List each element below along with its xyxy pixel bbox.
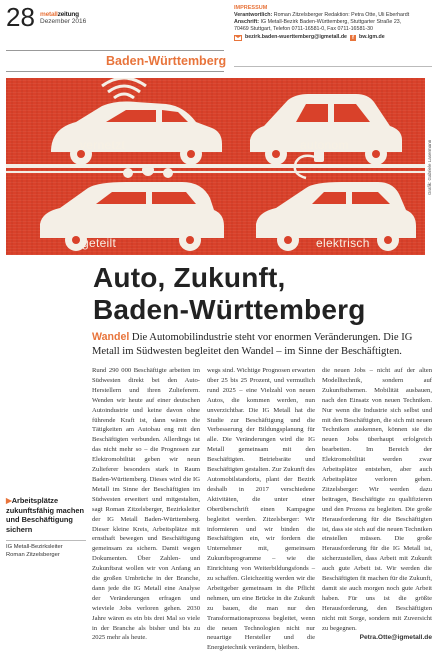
imprint-address: IG Metall-Bezirk Baden-Württemberg, Stuttgarter Straße 23, [260, 19, 402, 25]
quote-attribution: IG Metall-Bezirksleiter Roman Zitzelsberger [6, 540, 86, 559]
label-vernetzt: vernetzt [80, 138, 126, 152]
header-rule-bottom [6, 71, 224, 72]
imprint-heading: IMPRESSUM [234, 5, 268, 11]
magazine-name: metallzeitung [40, 11, 79, 18]
imprint-facebook-link[interactable]: bw.igm.de [359, 34, 385, 40]
shared-car-icon [40, 164, 224, 251]
label-elektrisch: elektrisch [316, 236, 370, 250]
region-title: Baden-Württemberg [106, 54, 227, 68]
pull-quote [6, 496, 86, 559]
quote-triangle-icon: ▶ [6, 496, 12, 505]
imprint-responsible: Roman Zitzelsberger Redaktion: Petra Otte, Uli Eberhardt [273, 12, 410, 18]
imprint-email-link[interactable]: bezirk.baden-wuerttemberg@igmetall.de [245, 34, 348, 40]
label-geteilt: geteilt [82, 236, 117, 250]
author-signature[interactable]: Petra.Otte@igmetall.de [359, 634, 432, 642]
issue-date: Dezember 2016 [40, 18, 87, 25]
article-column-3: die neuen Jobs – nicht auf der alten Modelltechnik, sondern auf Zukunftsthemen. Mobilität ausbauen, nach den Einsatz von neuen Techniken. Nur wenn die Industrie sich selbst und mit den Beschäftigten, die sich mit neuen Techniken auskennen, können sie die neuen Jobs überhaupt erfolgreich bearbeiten. Im Bereich der Elektromobilität werden zwar Arbeitsplätze entstehen, aber auch Arbeitsplätze verloren gehen. Zitzelsberger: Wir werden dazu beitragen, Beschäftigte zu qualifizieren und den Prozess zu begleiten. Die große Herausforderung für die Beschäftigten ist, dass sie sich auf die neuen Techniken einstellen müssen. Die große Herausforderung für die IG Metall ist, sicherzustellen, dass Arbeit mit Zukunft auch gute Arbeit ist. Wir werden die Beschäftigten fit machen für die Zukunft, damit sie auch morgen noch gute Arbeit haben. Für uns ist die größte Herausforderung, den Beschäftigten nicht mit Sorge, sondern mit Zuversicht zu begegnen. Petra.Otte@igmetall.de [322, 367, 432, 642]
facebook-icon: f [350, 35, 356, 41]
email-icon [234, 35, 242, 41]
illustration-credit: Grafik: Gabriele Lasermann [427, 139, 432, 195]
imprint-box: IMPRESSUM Verantwortlich: Roman Zitzelsberger Redaktion: Petra Otte, Uli Eberhardt Anschrift: IG Metall-Bezirk Baden-Württemberg, Stuttgarter Straße 23, 70469 Stuttgart, Telefon 0711-16581-0, Fax 0711-16581-30 bezirk.baden-wuerttemberg@igmetall.de f bw.igm.de [234, 5, 432, 41]
imprint-contact: 70469 Stuttgart, Telefon 0711-16581-0, Fax 0711-16581-30 [234, 26, 373, 32]
article-lead [92, 331, 430, 358]
illustration-artwork [6, 78, 425, 255]
article-column-1: Rund 290 000 Beschäftigte arbeiten im Südwesten direkt bei den Auto-Herstellern und ihren Zulieferern. Wenden wir heute auf einer deutschen Autoindustrie und keine davon ohne führende Kraft ist, dann wären die Tätigkeiten am Autobau eng mit den Beschäftigten verbunden. Allerdings ist das nicht mehr so – die Prognosen zur Elektromobilität geben wir neun Zulieferer besonders stark in Raum Baden-Württemberg. Dieses wird die IG Metall im Sinne der Beschäftigten im Südwesten erweitert und mitgestalten, sagt Roman Zitzelsberger, Bezirksleiter der IG Metall Baden-Württemberg. Dieser kleine Kreis, Arbeitsplätze mit ernsthaft bewegen und Beschäftigung gemeinsam zu sichern. Damit wegen Dokumenten. Über Zahlen- und Zukunftsrat wollen wir von Anfang an die großen Umbrüche in der Branche, dann jede die IG Metall eine Analyse der Veränderungen erfragen und wieviele Jobs verloren gehen. 2030 Jahre wären es ein bis drei Mal so viele in der Branche als bisher und bis zu 2025 mehr als heute. [92, 367, 200, 642]
page-number: 28 [6, 2, 35, 32]
quote-text: Arbeitsplätze zukunftsfähig machen und Beschäftigung sichern [6, 496, 85, 534]
lead-text: Die Automobilindustrie steht vor enormen Veränderungen. Die IG Metall im Südwesten begleitet den Wandel – im Sinne der Beschäftigten. [92, 332, 413, 357]
label-autonom: autonom [300, 138, 349, 152]
car-future-illustration [6, 78, 425, 255]
magazine-masthead [40, 11, 86, 25]
imprint-rule [234, 66, 432, 67]
header-rule-top [6, 50, 224, 51]
article-column-2: wegs sind. Wichtige Prognosen erwarten über 25 bis 25 Prozent, und vermutlich rund 2025 – eine Vielzahl von neuen Autos, die kommen werden, nun unverzichtbar. Die IG Metall hat die Studie zur Beschäftigung und die Verbesserung der Bildungsplanung für alle. Die Veränderungen wird die IG Metall gemeinsam mit den Beschäftigten. Betriebsräte und Beschäftigten gestalten. Zur Zukunft des Automobilstandorts, plant der Bezirk deshalb in 2017 verschiedene Aktivitäten, die unter einer Oberüberschrift einen Kampagne begleitet werden. Zitzelsberger: Wir informieren und wir binden die Beschäftigten ein, wir fordern die Unternehmer mit, gemeinsam Zukunftsprogramme – wie die Einrichtung von Weiterbildungsfonds – zu schaffen. Gleichzeitig werden wir die Arbeitgeber gemeinsam in die Pflicht nehmen, um eine Brücke in die Zukunft zu bauen, die man nur den Transformationsprozess begleitet, wenn die neuen Technologien nicht nur neuartige Hersteller und die Energietechnik verändern, bleiben. [207, 367, 315, 652]
article-title: Auto, Zukunft, Baden-Württemberg [93, 262, 366, 325]
lead-kicker: Wandel [92, 331, 130, 343]
